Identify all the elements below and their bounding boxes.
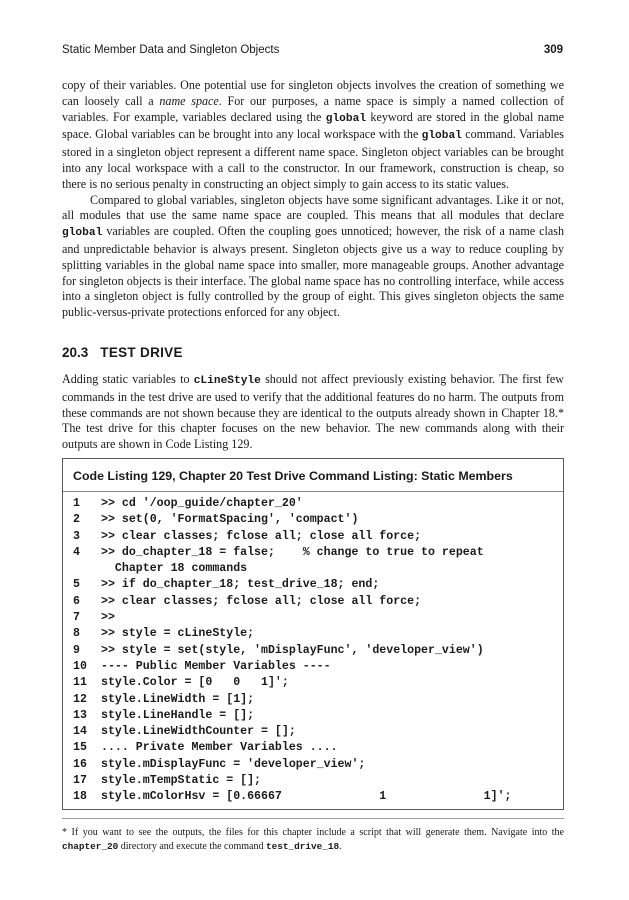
text-run: Compared to global variables, singleton objects have some significant advantages. Like it or not, all modules that use the same name space are coupled. This means that all modules that declare	[62, 192, 564, 223]
line-number: 3	[73, 529, 80, 543]
inline-code: cLineStyle	[193, 375, 261, 387]
code-text: .... Private Member Variables ....	[101, 741, 338, 755]
line-number: 11	[73, 676, 87, 690]
text-run: * If you want to see the outputs, the files for this chapter include a script that will generate them. Navigate into the	[62, 827, 564, 838]
inline-code: global	[325, 112, 367, 125]
code-line	[73, 610, 557, 626]
line-number: 5	[73, 578, 80, 592]
text-run: copy of their variables. One potential use for singleton objects involves the creation of something we can loosely call a	[62, 78, 564, 108]
text-run: should not affect previously existing behavior. The first few commands in the test drive are used to verify that the additional features do no harm. The outputs from these commands are not shown because they are identical to the outputs already shown in Chapter 18.* The test drive for this chapter focuses on the new behavior. The new commands along with their outputs are shown in Code Listing 129.	[62, 372, 564, 452]
code-text: Chapter 18 commands	[101, 562, 248, 576]
inline-code: chapter_20	[62, 840, 119, 852]
code-text: >> clear classes; fclose all; close all force;	[101, 529, 422, 543]
line-number: 4	[73, 545, 80, 559]
code-text: >>	[101, 611, 115, 625]
footnote-divider	[62, 818, 564, 819]
code-line	[73, 529, 557, 545]
code-line	[73, 757, 557, 773]
line-number: 16	[73, 757, 87, 771]
code-text: >> clear classes; fclose all; close all force;	[101, 594, 422, 608]
code-text: >> cd '/oop_guide/chapter_20'	[101, 497, 303, 510]
code-text: style.mColorHsv = [0.66667 1 1]';	[101, 790, 512, 804]
code-text: style.LineWidth = [1];	[101, 692, 255, 706]
line-number: 8	[73, 627, 80, 641]
code-line	[73, 675, 557, 691]
code-line	[73, 496, 557, 512]
section-heading	[62, 345, 183, 360]
inline-code: test_drive_18	[265, 840, 340, 852]
code-line	[73, 561, 557, 577]
line-number: 17	[73, 774, 87, 788]
line-number: 10	[73, 659, 87, 673]
code-listing	[62, 458, 564, 810]
line-number: 13	[73, 708, 87, 722]
code-line	[73, 789, 557, 805]
code-text: style.Color = [0 0 1]';	[101, 676, 289, 690]
code-text: >> style = set(style, 'mDisplayFunc', 'developer_view')	[101, 643, 484, 657]
running-title: Static Member Data and Singleton Objects	[62, 44, 280, 56]
code-text: >> set(0, 'FormatSpacing', 'compact')	[101, 513, 359, 527]
text-run: keyword are stored in the global name space. Global variables can be brought into any local workspace with the	[62, 109, 564, 142]
line-number: 1	[73, 497, 80, 510]
text-run: command. Variables stored in a singleton object represent a different name space. Singleton object variables can be brought into any local workspace with a call to the constructor. In our framework, construction is cheap, so there is no serious penalty in constructing an object simply to gain access to its static values.	[62, 127, 564, 191]
text-run: . For our purposes, a name space is simply a named collection of variables. For example, variables declared using the	[62, 93, 564, 124]
text-run: directory and execute the command	[118, 840, 266, 852]
code-text: ---- Public Member Variables ----	[101, 659, 331, 673]
line-number: 2	[73, 513, 80, 527]
code-text: >> style = cLineStyle;	[101, 627, 255, 641]
inline-code: global	[62, 227, 103, 240]
code-line	[73, 659, 557, 675]
code-text: style.LineHandle = [];	[101, 708, 255, 722]
section-number: 20.3	[62, 345, 89, 360]
text-run: .	[339, 840, 342, 852]
code-line	[73, 626, 557, 642]
line-number: 18	[73, 790, 87, 804]
footnote	[62, 826, 564, 853]
code-text: style.mDisplayFunc = 'developer_view';	[101, 757, 366, 771]
code-text: >> if do_chapter_18; test_drive_18; end;	[101, 578, 380, 592]
code-lines	[73, 496, 557, 806]
code-line	[73, 512, 557, 528]
code-line	[73, 577, 557, 593]
listing-caption: Code Listing 129, Chapter 20 Test Drive Command Listing: Static Members	[73, 469, 513, 483]
code-line	[73, 643, 557, 659]
text-run: variables are coupled. Often the coupling goes unnoticed; however, the risk of a name clash and unpredictable behavior is always present. Singleton objects give us a way to reduce coupling by splitting variables in the global name space into smaller, more manageable groups. Another advantage for singleton objects is their interface. The global name space has no controlling interface, while access into a singleton object is fully controlled by the group of eight. This gives singleton objects the same public-versus-private protections enforced for any object.	[62, 224, 564, 320]
section-text	[62, 372, 564, 453]
code-line	[73, 692, 557, 708]
code-text: style.mTempStatic = [];	[101, 774, 262, 788]
line-number: 15	[73, 741, 87, 755]
code-line	[73, 773, 557, 789]
line-number: 14	[73, 725, 87, 739]
code-line	[73, 724, 557, 740]
paragraph	[62, 193, 564, 321]
section-title: TEST DRIVE	[100, 345, 183, 360]
code-text: >> do_chapter_18 = false; % change to true to repeat	[101, 545, 484, 559]
running-header	[62, 44, 563, 60]
code-line	[73, 594, 557, 610]
code-line	[73, 545, 557, 561]
body-text	[62, 78, 564, 321]
paragraph	[62, 372, 564, 453]
code-text: style.LineWidthCounter = [];	[101, 725, 296, 739]
inline-code: global	[421, 130, 462, 143]
line-number: 9	[73, 643, 80, 657]
italic-term: name space	[159, 93, 219, 108]
line-number: 7	[73, 611, 80, 625]
page-number: 309	[543, 44, 563, 56]
code-line	[73, 740, 557, 756]
code-line	[73, 708, 557, 724]
paragraph	[62, 78, 564, 193]
listing-divider	[63, 491, 563, 492]
text-run: Adding static variables to	[62, 372, 194, 386]
line-number: 6	[73, 594, 80, 608]
line-number: 12	[73, 692, 87, 706]
